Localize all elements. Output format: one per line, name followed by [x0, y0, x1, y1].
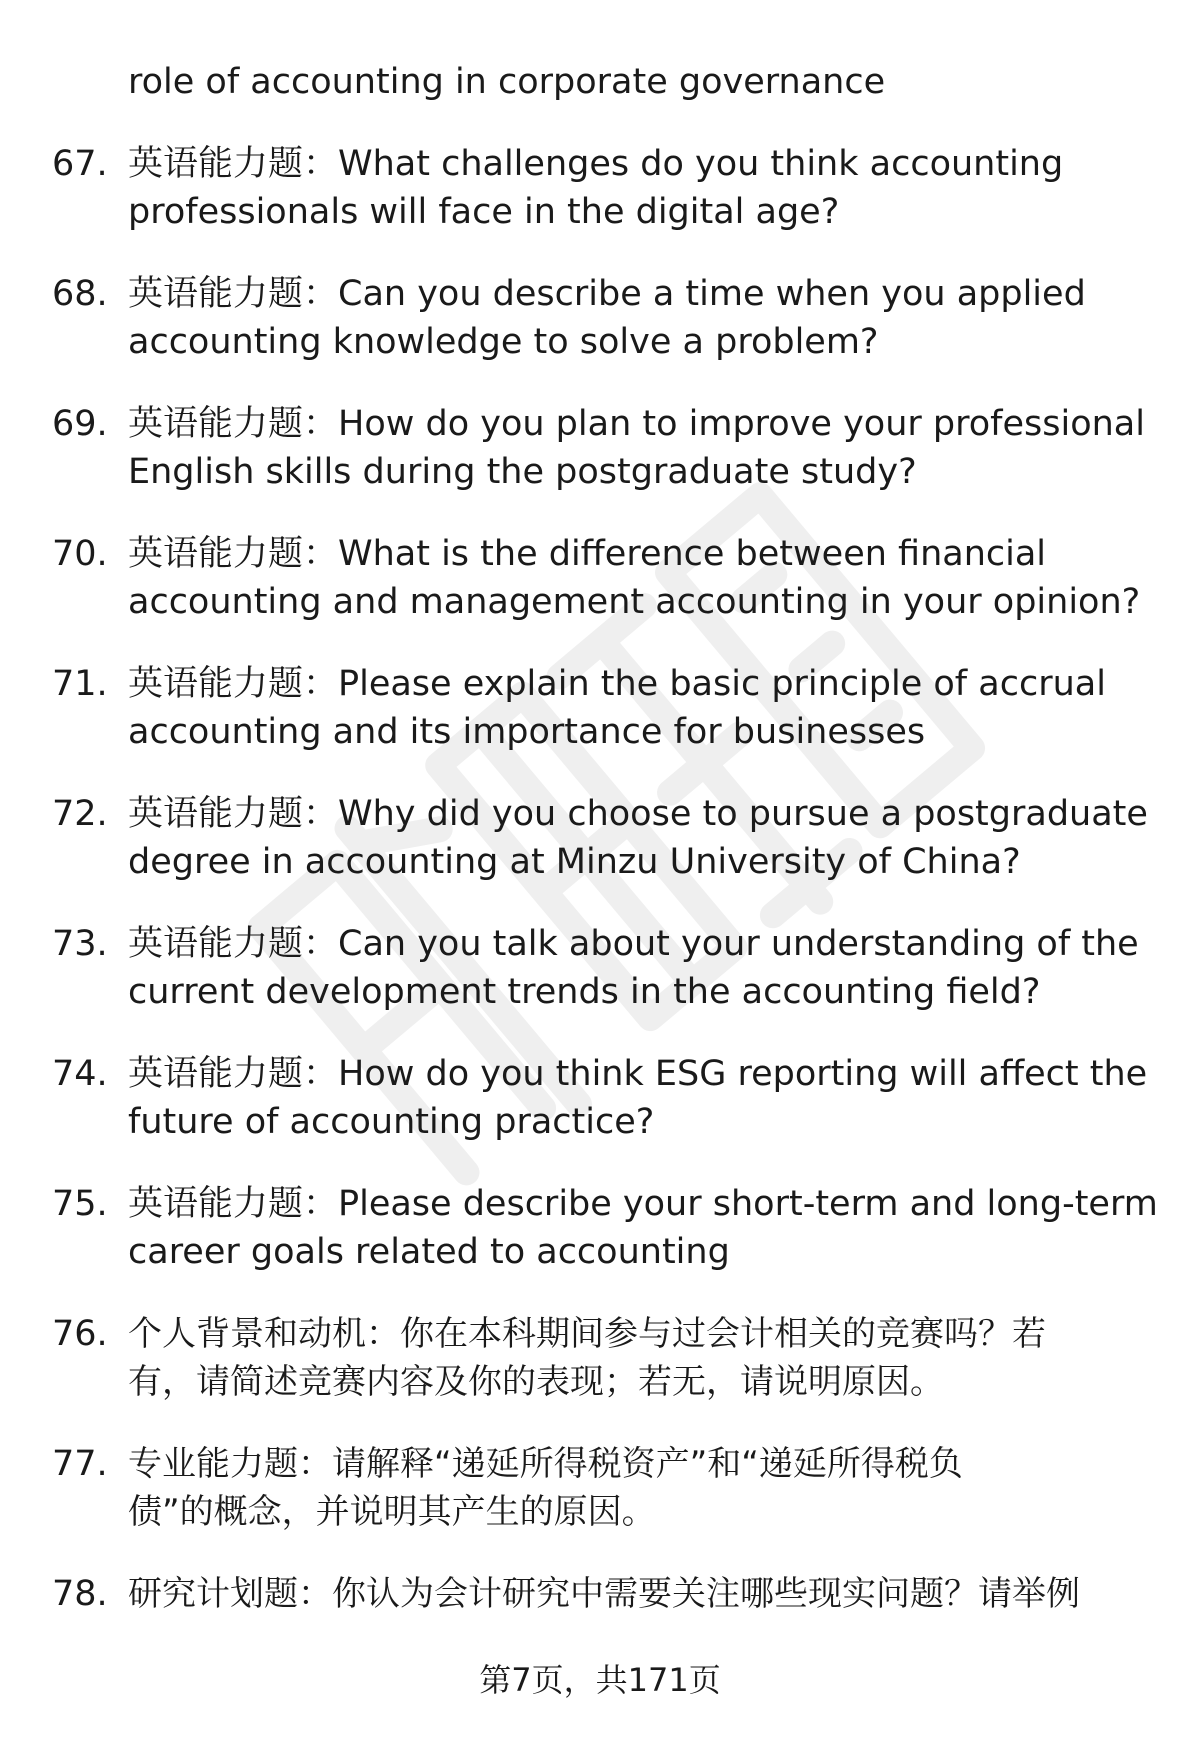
question-list: [0, 58, 1200, 1666]
question-line: 个人背景和动机：你在本科期间参与过会计相关的竞赛吗？若: [128, 1314, 1046, 1354]
question-item: [0, 790, 1200, 886]
question-text: [128, 140, 1158, 236]
question-text: [128, 530, 1158, 626]
question-line: current development trends in the accounting field?: [128, 972, 1041, 1012]
question-text: [128, 660, 1158, 756]
question-line: 英语能力题：What is the difference between financial: [128, 534, 1047, 574]
question-line: 研究计划题：你认为会计研究中需要关注哪些现实问题？请举例: [128, 1574, 1080, 1614]
question-number: 74.: [52, 1054, 108, 1094]
question-line: career goals related to accounting: [128, 1232, 730, 1272]
question-line: 英语能力题：Please describe your short-term and long-term: [128, 1184, 1158, 1224]
question-text: [128, 1310, 1158, 1406]
question-line: 有，请简述竞赛内容及你的表现；若无，请说明原因。: [128, 1362, 944, 1402]
question-item: [0, 920, 1200, 1016]
question-item: [0, 1440, 1200, 1536]
question-item: [0, 1050, 1200, 1146]
page-footer: 第7页，共171页: [479, 1661, 721, 1699]
question-text: [128, 920, 1158, 1016]
question-item: [0, 530, 1200, 626]
question-line: accounting and management accounting in your opinion?: [128, 582, 1141, 622]
question-item: [0, 140, 1200, 236]
question-line: degree in accounting at Minzu University of China?: [128, 842, 1021, 882]
question-text: [128, 1050, 1158, 1146]
question-text: [128, 1570, 1158, 1618]
question-line: 英语能力题：Can you describe a time when you applied: [128, 274, 1086, 314]
question-number: 78.: [52, 1574, 108, 1614]
question-number: 75.: [52, 1184, 108, 1224]
question-line: 英语能力题：Can you talk about your understanding of the: [128, 924, 1139, 964]
question-line: accounting knowledge to solve a problem?: [128, 322, 879, 362]
question-text: [128, 400, 1158, 496]
question-number: 77.: [52, 1444, 108, 1484]
question-item: [0, 400, 1200, 496]
question-text: [128, 1440, 1158, 1536]
question-number: 67.: [52, 144, 108, 184]
question-line: 英语能力题：How do you plan to improve your professional: [128, 404, 1145, 444]
question-item: [0, 660, 1200, 756]
question-line: 英语能力题：Please explain the basic principle of accrual: [128, 664, 1106, 704]
question-line: future of accounting practice?: [128, 1102, 655, 1142]
question-line: accounting and its importance for businesses: [128, 712, 926, 752]
question-item: [0, 1180, 1200, 1276]
question-line: 英语能力题：Why did you choose to pursue a postgraduate: [128, 794, 1148, 834]
question-number: 76.: [52, 1314, 108, 1354]
question-number: 71.: [52, 664, 108, 704]
question-line: 专业能力题：请解释“递延所得税资产”和“递延所得税负: [128, 1444, 963, 1484]
question-number: 73.: [52, 924, 108, 964]
question-item: [0, 1570, 1200, 1666]
question-line: 英语能力题：How do you think ESG reporting will affect the: [128, 1054, 1148, 1094]
question-text: [128, 790, 1158, 886]
question-line: 债”的概念，并说明其产生的原因。: [128, 1492, 656, 1532]
question-line: English skills during the postgraduate study?: [128, 452, 917, 492]
question-number: 72.: [52, 794, 108, 834]
question-item: [0, 1310, 1200, 1406]
question-number: 70.: [52, 534, 108, 574]
question-line: 英语能力题：What challenges do you think accounting: [128, 144, 1064, 184]
question-item: [0, 270, 1200, 366]
question-number: 68.: [52, 274, 108, 314]
question-number: 69.: [52, 404, 108, 444]
question-text: [128, 1180, 1158, 1276]
continuation-text: role of accounting in corporate governance: [128, 62, 886, 102]
question-text: [128, 270, 1158, 366]
question-line: professionals will face in the digital age?: [128, 192, 840, 232]
